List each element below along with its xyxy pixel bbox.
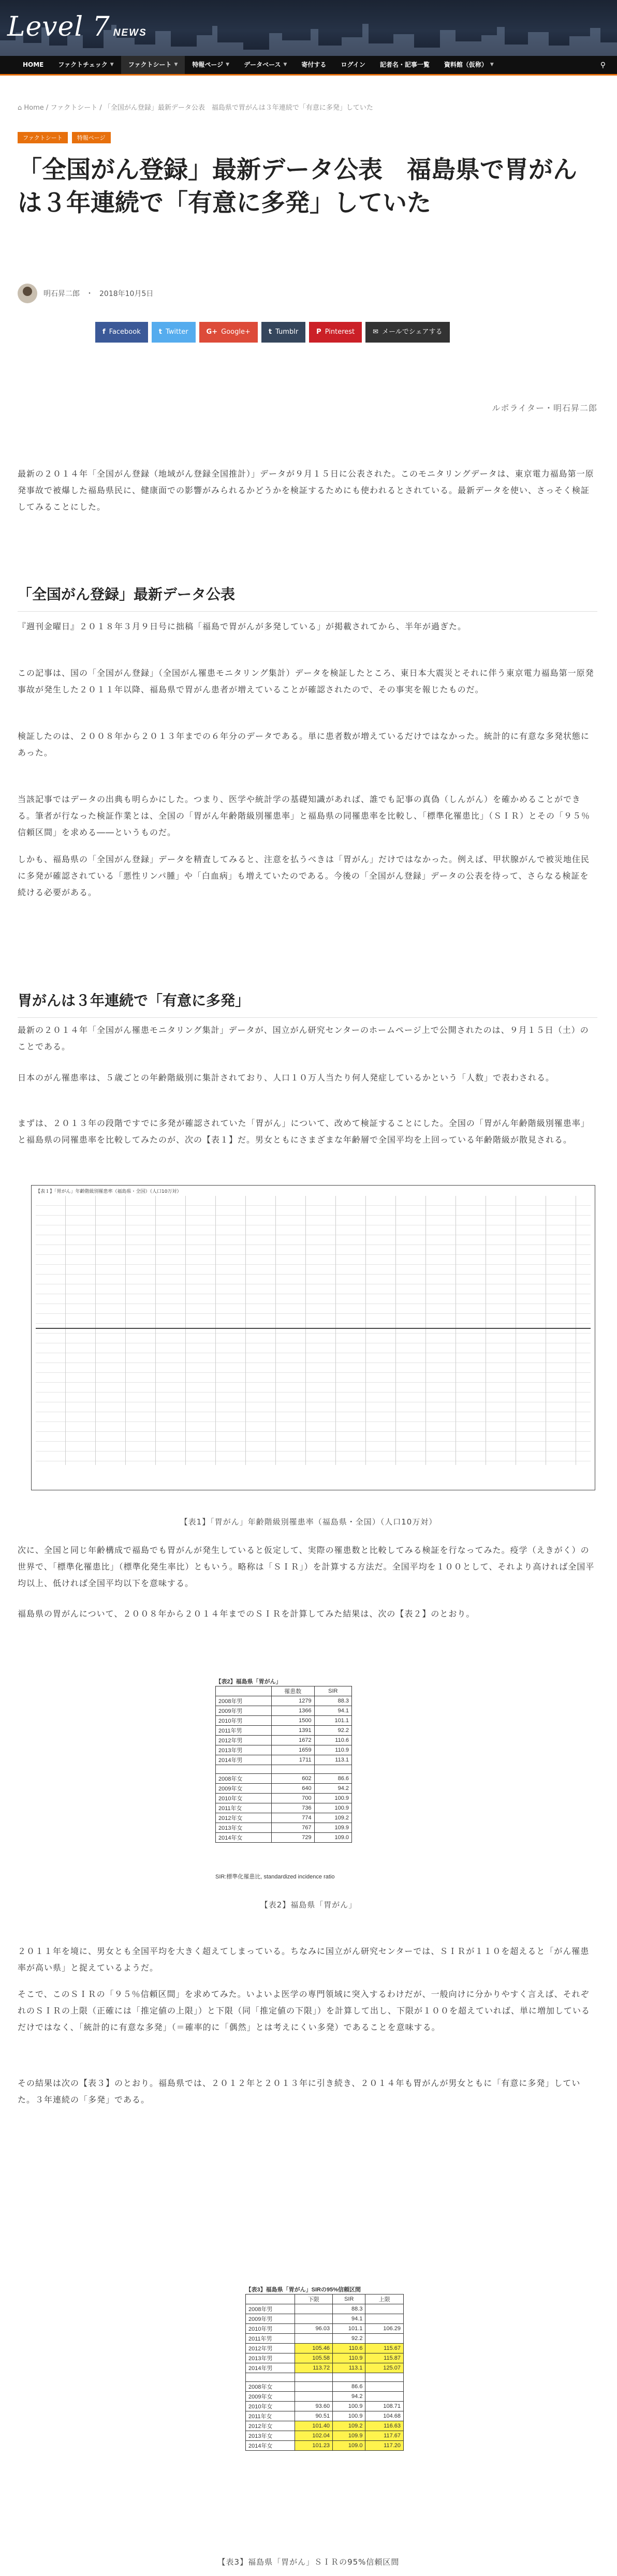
share-icon: P xyxy=(316,328,321,336)
search-icon[interactable]: ⚲ xyxy=(600,61,606,69)
paragraph: そこで、このＳＩＲの「９５％信頼区間」を求めてみた。いよいよ医学の専門領域に突入するわけだが、一般向けに分かりやすく言えば、それぞれのＳＩＲの上限（正確には「推定値の上限」）と下限（同「推定値の下限」）を計算して出し、下限が１００を超えていれば、単に増加しているだけではなく、「統計的に有意な多発」（＝確率的に「偶然」とは考えにくい多発）であることを意味する。 xyxy=(18,1989,591,2032)
table-row: 2010年男 1500 101.1 xyxy=(216,1716,352,1726)
nav-item[interactable]: ファクトシート ▼ xyxy=(121,56,185,74)
table-row: 2012年男 1672 110.6 xyxy=(216,1736,352,1745)
author-avatar[interactable] xyxy=(18,284,37,303)
intro-paragraph: 最新の２０１４年「全国がん登録（地域がん登録全国推計）」データが９月１５日に公表された。このモニタリングデータは、東京電力福島第一原発事故で被爆した福島県民に、健康面での影響がみられるかどうかを検証するためにも使われるとされている。最新データを使い、さっそく検証してみることにした。 xyxy=(18,469,594,512)
paragraph: 福島県の胃がんについて、２００８年から２０１４年までのＳＩＲを計算してみた結果は、次の【表２】のとおり。 xyxy=(18,1609,475,1619)
byline: ルポライター・明石昇二郎 xyxy=(492,403,597,413)
nav-item[interactable]: 寄付する xyxy=(301,61,327,68)
share-button[interactable]: ✉ メールでシェアする xyxy=(365,322,449,343)
paragraph: 検証したのは、２００８年から２０１３年までの６年分のデータである。単に患者数が増えているだけではなかった。統計的に有意な多発状態にあった。 xyxy=(18,731,590,758)
nav-item[interactable]: 特報ページ ▼ xyxy=(185,56,237,74)
share-buttons xyxy=(95,322,450,343)
table2-caption: 【表2】福島県「胃がん」 xyxy=(260,1900,357,1909)
table-row: 2014年男 1711 113.1 xyxy=(216,1755,352,1765)
paragraph: 日本のがん罹患率は、５歳ごとの年齢階級別に集計されており、人口１０万人当たり何人発症しているかという「人数」で表わされる。 xyxy=(18,1073,555,1083)
table-row: 2011年女 736 100.9 xyxy=(216,1803,352,1813)
table-row: 2013年女 767 109.9 xyxy=(216,1823,352,1833)
share-icon: G+ xyxy=(206,328,218,336)
table-row xyxy=(246,2373,404,2382)
chevron-down-icon: ▼ xyxy=(283,62,287,67)
section-heading-1: 「全国がん登録」最新データ公表 xyxy=(18,583,597,612)
table-row: 2008年男 1279 88.3 xyxy=(216,1696,352,1706)
paragraph: 当該記事ではデータの出典も明らかにした。つまり、医学や統計学の基礎知識があれば、誰でも記事の真偽（しんがん）を確かめることができる。筆者が行なった検証作業とは、全国の「胃がん年齢階級別罹患率」と福島県の同罹患率を比較し、「標準化罹患比」（ＳＩＲ）とその「９５％信頼区間」を求める――というものだ。 xyxy=(18,794,591,837)
table-row: 2009年男 94.1 xyxy=(246,2314,404,2324)
table-row xyxy=(216,1765,352,1774)
table-row: 2012年女 774 109.2 xyxy=(216,1813,352,1823)
table2-note: SIR:標準化罹患比, standardized incidence ratio xyxy=(215,1874,335,1880)
table-row: 2009年女 640 94.2 xyxy=(216,1784,352,1794)
nav-item[interactable]: データベース ▼ xyxy=(237,56,294,74)
author-info: 明石昇二郎 ・ 2018年10月5日 xyxy=(18,284,153,303)
paragraph: 最新の２０１４年「全国がん罹患モニタリング集計」データが、国立がん研究センターのホームページ上で公開されたのは、９月１５日（土）のことである。 xyxy=(18,1025,589,1052)
paragraph: まずは、２０１３年の段階ですでに多発が確認されていた「胃がん」について、改めて検証することにした。全国の「胃がん年齢階級別罹患率」と福島県の同罹患率を比較してみたのが、次の【表１】だ。男女ともにさまざまな年齢層で全国平均を上回っている年齢階級が散見される。 xyxy=(18,1118,590,1145)
paragraph: しかも、福島県の「全国がん登録」データを精査してみると、注意を払うべきは「胃がん」だけではなかった。例えば、甲状腺がんで被災地住民に多発が確認されている「悪性リンパ腫」や「白血病」も増えていたのである。今後の「全国がん登録」データの公表を待って、さらなる検証を続ける必要がある。 xyxy=(18,854,590,897)
table-row: 2012年男 105.46 110.6 115.67 xyxy=(246,2344,404,2353)
site-logo[interactable]: Level 7 NEWS xyxy=(7,11,147,42)
table-row: 2008年男 88.3 xyxy=(246,2304,404,2314)
paragraph: ２０１１年を境に、男女とも全国平均を大きく超えてしまっている。ちなみに国立がん研究センターでは、ＳＩＲが１１０を超えると「がん罹患率が高い県」と捉えているようだ。 xyxy=(18,1946,590,1973)
table1-image: 【表１】「胃がん」年齢階級別罹患率（福島県・全国）（人口10万対） xyxy=(31,1185,595,1490)
share-icon: f xyxy=(102,328,106,336)
share-icon: ✉ xyxy=(373,328,379,336)
paragraph: その結果は次の【表３】のとおり。福島県では、２０１２年と２０１３年に引き続き、２０１４年も胃がんが男女ともに「有意に多発」していた。３年連続の「多発」である。 xyxy=(18,2078,581,2105)
table-row: 2014年女 101.23 109.0 117.20 xyxy=(246,2441,404,2451)
author-name[interactable]: 明石昇二郎 xyxy=(43,290,80,298)
share-button[interactable]: t Twitter xyxy=(152,322,196,343)
table1-grid xyxy=(36,1196,591,1465)
table-row: 2010年女 93.60 100.9 108.71 xyxy=(246,2402,404,2411)
paragraph: 次に、全国と同じ年齢構成で福島でも胃がんが発生していると仮定して、実際の罹患数と比較してみる検証を行なってみた。疫学（えきがく）の世界で、「標準化罹患比」（標準化発生率比）ともいう。略称は「ＳＩＲ」）を計算する方法だ。全国平均を１００として、それより高ければ全国平均以上、低ければ全国平均以下を意味する。 xyxy=(18,1545,595,1588)
main-nav xyxy=(0,56,617,76)
table-row: 2013年男 105.58 110.9 115.87 xyxy=(246,2353,404,2363)
category-tags xyxy=(18,132,111,143)
table-row: 2013年男 1659 110.9 xyxy=(216,1745,352,1755)
section-heading-2: 胃がんは３年連続で「有意に多発」 xyxy=(18,989,597,1018)
chevron-down-icon: ▼ xyxy=(490,62,494,67)
breadcrumb-current: 「全国がん登録」最新データ公表 福島県で胃がんは３年連続で「有意に多発」していた xyxy=(104,104,373,112)
table-row: 2008年女 602 86.6 xyxy=(216,1774,352,1784)
table2: 【表2】福島県「胃がん」 罹患数 SIR 2008年男 1279 88.3 2009年男 1366 94.1 2010年男 1500 101.1 2011年男 1391 92.2 2012年男 1672 110.6 2013年男 1659 110.9 2014年男 1711 113.1 2008年女 602 86.6 2009年女 640 94.2 2010年女 700 100.9 2011年女 736 100.9 2012年女 774 109.2 2013年女 767 109.9 2014年女 729 109.0 xyxy=(215,1677,352,1843)
table1-caption: 【表1】「胃がん」年齢階級別罹患率（福島県・全国）（人口10万対） xyxy=(180,1517,437,1527)
table-row: 2010年女 700 100.9 xyxy=(216,1794,352,1803)
paragraph: この記事は、国の「全国がん登録」（全国がん罹患モニタリング集計）データを検証したところ、東日本大震災とそれに伴う東京電力福島第一原発事故が発生した２０１１年以降、福島県で胃がん患者が増えていることが確認されたので、その事実を報じたものだ。 xyxy=(18,668,594,694)
table3-caption: 【表3】福島県「胃がん」ＳＩＲの95%信頼区間 xyxy=(217,2557,400,2567)
share-icon: t xyxy=(268,328,272,336)
chevron-down-icon: ▼ xyxy=(110,62,114,67)
table-row: 2010年男 96.03 101.1 106.29 xyxy=(246,2324,404,2334)
paragraph: 『週刊金曜日』２０１８年３月９日号に拙稿「福島で胃がんが多発している」が掲載されてから、半年が過ぎた。 xyxy=(18,621,467,631)
share-button[interactable]: t Tumblr xyxy=(261,322,305,343)
category-tag[interactable]: 特報ページ xyxy=(72,132,111,143)
nav-item[interactable]: 記者名・記事一覧 xyxy=(379,61,430,68)
share-button[interactable]: f Facebook xyxy=(95,322,148,343)
site-header xyxy=(0,0,617,56)
nav-item[interactable]: HOME xyxy=(23,61,44,68)
chevron-down-icon: ▼ xyxy=(174,62,178,67)
nav-item[interactable]: ファクトチェック ▼ xyxy=(51,56,121,74)
breadcrumb: ⌂ Home / ファクトシート / 「全国がん登録」最新データ公表 福島県で胃がんは３年連続で「有意に多発」していた xyxy=(18,104,373,112)
table-row: 2008年女 86.6 xyxy=(246,2382,404,2392)
post-date: 2018年10月5日 xyxy=(99,290,154,298)
nav-item[interactable]: ログイン xyxy=(341,61,365,68)
breadcrumb-home[interactable]: Home xyxy=(24,104,44,112)
table-row: 2011年女 90.51 100.9 104.68 xyxy=(246,2411,404,2421)
article-title: 「全国がん登録」最新データ公表 福島県で胃がんは３年連続で「有意に多発」していた xyxy=(18,156,577,217)
table3: 【表3】福島県「胃がん」SIRの95%信頼区間 下限 SIR 上限 2008年男 88.3 2009年男 94.1 2010年男 96.03 101.1 106.29 2011年男 92.2 2012年男 105.46 110.6 115.67 2013年男 105.58 110.9 115.87 2014年男 113.72 113.1 125.07 2008年女 86.6 2009年女 94.2 2010年女 93.60 100.9 108.71 2011年女 90.51 100.9 104.68 2012年女 101.40 109.2 116.63 2013年女 102.04 109.9 117.67 2014年女 101.23 109.0 117.20 xyxy=(245,2285,404,2451)
share-button[interactable]: G+ Google+ xyxy=(199,322,258,343)
table-row: 2011年男 92.2 xyxy=(246,2334,404,2344)
table-row: 2009年男 1366 94.1 xyxy=(216,1706,352,1716)
share-icon: t xyxy=(158,328,162,336)
home-icon: ⌂ xyxy=(18,104,22,112)
table-row: 2009年女 94.2 xyxy=(246,2392,404,2402)
table-row: 2012年女 101.40 109.2 116.63 xyxy=(246,2421,404,2431)
table-row: 2014年男 113.72 113.1 125.07 xyxy=(246,2363,404,2373)
table-row: 2014年女 729 109.0 xyxy=(216,1833,352,1843)
nav-item[interactable]: 資料館（仮称） ▼ xyxy=(437,56,501,74)
breadcrumb-category[interactable]: ファクトシート xyxy=(50,104,98,112)
category-tag[interactable]: ファクトシート xyxy=(18,132,68,143)
chevron-down-icon: ▼ xyxy=(226,62,230,67)
share-button[interactable]: P Pinterest xyxy=(309,322,362,343)
table-row: 2011年男 1391 92.2 xyxy=(216,1726,352,1736)
table-row: 2013年女 102.04 109.9 117.67 xyxy=(246,2431,404,2441)
